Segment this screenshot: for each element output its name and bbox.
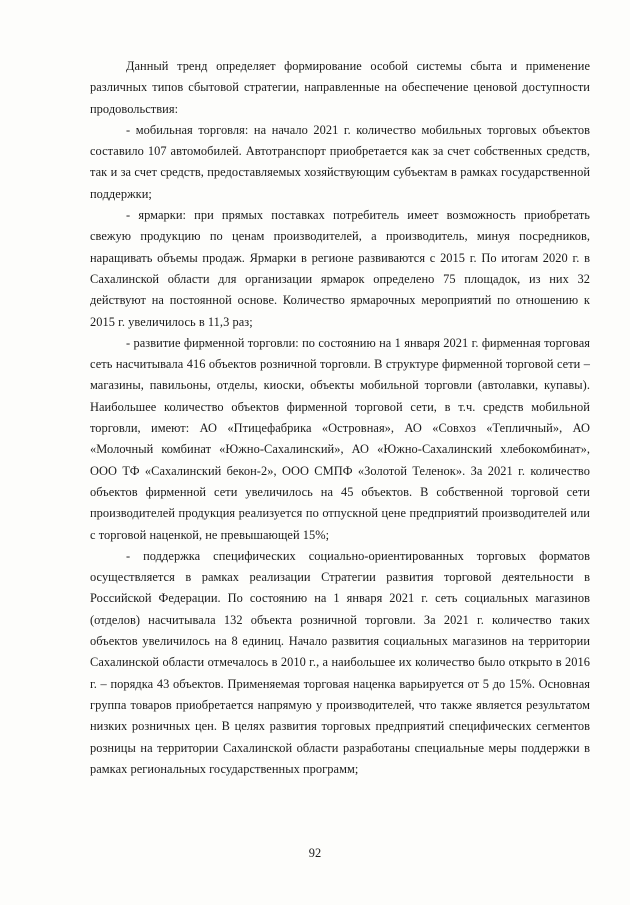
page-number: 92 <box>308 846 322 860</box>
paragraph-intro: Данный тренд определяет формирование особой системы сбыта и применение различных типов сбытовой стратегии, направленные на обеспечение ценовой доступности продовольствия: <box>90 59 590 116</box>
paragraph-brand-trade: - развитие фирменной торговли: по состоянию на 1 января 2021 г. фирменная торговая сеть насчитывала 416 объектов розничной торговли. В структуре фирменной торговой сети – магазины, павильоны, отделы, киоски, объекты мобильной торговли (автолавки, купавы). Наибольшее количество объектов фирменной торговой сети, в т.ч. средств мобильной торговли, имеют: АО «Птицефабрика «Островная», АО «Совхоз «Тепличный», АО «Молочный комбинат «Южно-Сахалинский», АО «Южно-Сахалинский хлебокомбинат», ООО ТФ «Сахалинский бекон-2», ООО СМПФ «Золотой Теленок». За 2021 г. количество объектов фирменной сети увеличилось на 45 объектов. В собственной торговой сети производителей продукция реализуется по отпускной цене предприятий производителей или с торговой наценкой, не превышающей 15%; <box>90 335 590 542</box>
paragraph-fairs: - ярмарки: при прямых поставках потребитель имеет возможность приобретать свежую продукцию по ценам производителей, а производитель, минуя посредников, наращивать объемы продаж. Ярмарки в регионе развиваются с 2015 г. По итогам 2020 г. в Сахалинской области для организации ярмарок определено 75 площадок, из них 32 действуют на постоянной основе. Количество ярмарочных мероприятий по отношению к 2015 г. увеличилось в 11,3 раз; <box>90 208 590 329</box>
body-text <box>90 56 590 780</box>
paragraph-mobile-trade: - мобильная торговля: на начало 2021 г. количество мобильных торговых объектов составило 107 автомобилей. Автотранспорт приобретается как за счет собственных средств, так и за счет средств, предоставляемых хозяйствующим субъектам в рамках государственной поддержки; <box>90 122 590 201</box>
paragraph-social-formats: - поддержка специфических социально-ориентированных торговых форматов осуществляется в рамках реализации Стратегии развития торговой деятельности в Российской Федерации. По состоянию на 1 января 2021 г. сеть социальных магазинов (отделов) насчитывала 132 объекта розничной торговли. За 2021 г. количество таких объектов увеличилось на 8 единиц. Начало развития социальных магазинов на территории Сахалинской области отмечалось в 2010 г., а наибольшее их количество было открыто в 2016 г. – порядка 43 объектов. Применяемая торговая наценка варьируется от 5 до 15%. Основная группа товаров приобретается напрямую у производителей, что также является результатом низких розничных цен. В целях развития торговых предприятий специфических сегментов розницы на территории Сахалинской области разработаны специальные меры поддержки в рамках региональных государственных программ; <box>90 548 590 776</box>
